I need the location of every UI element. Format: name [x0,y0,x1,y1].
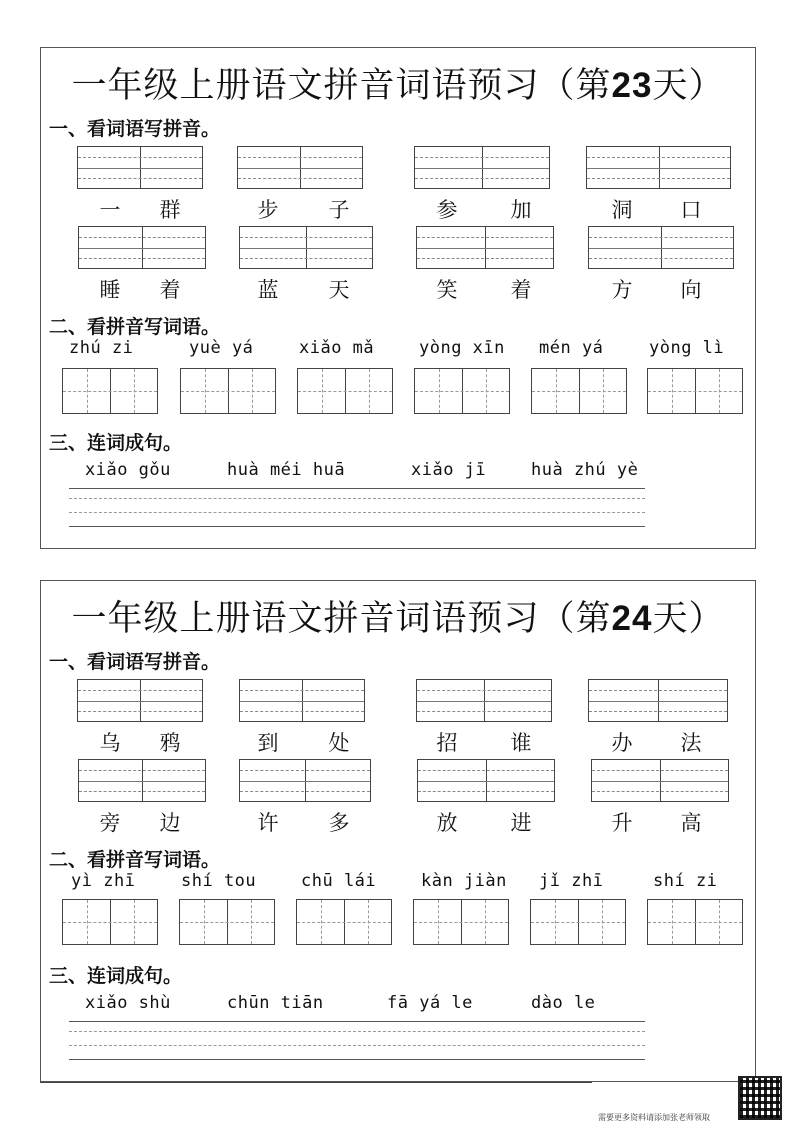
sentence-word: chūn tiān [227,993,324,1013]
hanzi-writing-box[interactable] [62,899,158,945]
pinyin-writing-box[interactable] [588,679,728,722]
answer-guide-line [69,1045,645,1046]
pinyin-writing-box[interactable] [239,226,373,269]
word-char: 着 [159,278,181,302]
word-char: 参 [436,198,458,222]
word-char: 高 [680,811,702,835]
section-1-heading: 一、看词语写拼音。 [49,118,221,140]
sentence-word: huà méi huā [227,460,346,480]
pinyin-writing-box[interactable] [239,759,371,802]
pinyin-word: zhú zi [69,338,134,358]
word-char: 步 [257,198,279,222]
word-char: 洞 [611,198,633,222]
hanzi-writing-box[interactable] [413,899,509,945]
section-3-heading: 三、连词成句。 [49,432,183,454]
word-char: 许 [257,811,279,835]
hanzi-writing-box[interactable] [414,368,510,414]
word-char: 群 [159,198,181,222]
word-char: 边 [159,811,181,835]
word-char: 鸦 [159,731,181,755]
word-char: 旁 [99,811,121,835]
sentence-word: xiǎo gǒu [85,460,171,480]
sentence-word: dào le [531,993,596,1013]
pinyin-writing-box[interactable] [237,146,363,189]
word-char: 蓝 [257,278,279,302]
answer-line[interactable] [69,1021,645,1022]
pinyin-writing-box[interactable] [77,146,203,189]
word-char: 到 [257,731,279,755]
word-char: 多 [328,811,350,835]
word-char: 招 [436,731,458,755]
word-char: 升 [611,811,633,835]
hanzi-writing-box[interactable] [647,899,743,945]
pinyin-writing-box[interactable] [588,226,734,269]
sentence-word: xiǎo jī [411,460,487,480]
pinyin-word: yòng lì [649,338,725,358]
word-char: 加 [510,198,532,222]
word-char: 办 [611,731,633,755]
pinyin-word: kàn jiàn [421,871,507,891]
pinyin-word: shí tou [181,871,257,891]
worksheet-day-23 [40,47,756,549]
page-divider [40,1082,592,1083]
word-char: 子 [328,198,350,222]
pinyin-writing-box[interactable] [78,226,206,269]
word-char: 乌 [99,731,121,755]
pinyin-word: shí zi [653,871,718,891]
section-2-heading: 二、看拼音写词语。 [49,849,221,871]
word-char: 口 [680,198,702,222]
answer-line[interactable] [69,488,645,489]
word-char: 天 [328,278,350,302]
hanzi-writing-box[interactable] [297,368,393,414]
answer-guide-line [69,498,645,499]
word-char: 谁 [510,731,532,755]
word-char: 向 [680,278,702,302]
hanzi-writing-box[interactable] [62,368,158,414]
word-char: 一 [99,198,121,222]
word-char: 方 [611,278,633,302]
answer-guide-line [69,1031,645,1032]
pinyin-word: yòng xīn [419,338,505,358]
pinyin-writing-box[interactable] [416,226,554,269]
pinyin-word: xiǎo mǎ [299,338,375,358]
hanzi-writing-box[interactable] [296,899,392,945]
pinyin-word: yì zhī [71,871,136,891]
hanzi-writing-box[interactable] [179,899,275,945]
word-char: 睡 [99,278,121,302]
pinyin-word: yuè yá [189,338,254,358]
section-3-heading: 三、连词成句。 [49,965,183,987]
answer-line[interactable] [69,1059,645,1060]
pinyin-word: jǐ zhī [539,871,604,891]
hanzi-writing-box[interactable] [180,368,276,414]
section-1-heading: 一、看词语写拼音。 [49,651,221,673]
qr-code-icon [738,1076,782,1120]
pinyin-writing-box[interactable] [239,679,365,722]
pinyin-word: chū lái [301,871,377,891]
pinyin-writing-box[interactable] [77,679,203,722]
pinyin-writing-box[interactable] [417,759,555,802]
pinyin-writing-box[interactable] [586,146,731,189]
worksheet-day-24 [40,580,756,1082]
pinyin-writing-box[interactable] [591,759,729,802]
pinyin-writing-box[interactable] [78,759,206,802]
word-char: 进 [510,811,532,835]
word-char: 处 [328,731,350,755]
sentence-word: fā yá le [387,993,473,1013]
section-2-heading: 二、看拼音写词语。 [49,316,221,338]
answer-line[interactable] [69,526,645,527]
hanzi-writing-box[interactable] [647,368,743,414]
page-title: 一年级上册语文拼音词语预习（第24天） [71,599,725,639]
word-char: 笑 [436,278,458,302]
sentence-word: huà zhú yè [531,460,639,480]
pinyin-word: mén yá [539,338,604,358]
footer-note: 需要更多资料请添加张老师领取 [598,1113,710,1122]
pinyin-writing-box[interactable] [416,679,552,722]
answer-guide-line [69,512,645,513]
sentence-word: xiǎo shù [85,993,171,1013]
word-char: 着 [510,278,532,302]
word-char: 放 [436,811,458,835]
word-char: 法 [680,731,702,755]
hanzi-writing-box[interactable] [530,899,626,945]
hanzi-writing-box[interactable] [531,368,627,414]
pinyin-writing-box[interactable] [414,146,550,189]
page-title: 一年级上册语文拼音词语预习（第23天） [71,66,725,106]
